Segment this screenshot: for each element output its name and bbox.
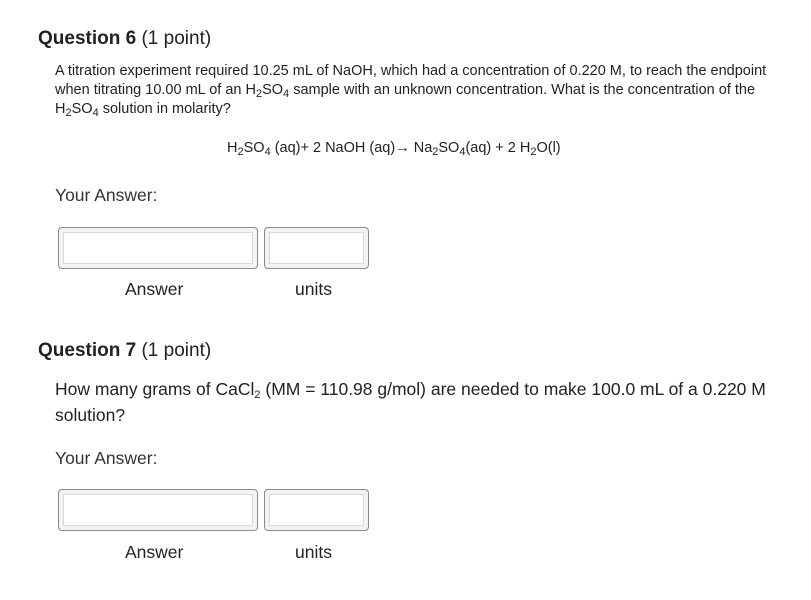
question-7-units-input[interactable] — [264, 489, 369, 531]
question-7-title — [38, 340, 211, 362]
question-6-answer-input[interactable] — [58, 227, 258, 269]
question-6-prompt: A titration experiment required 10.25 mL of NaOH, which had a concentration of 0.220 M, to reach the endpoint when titrating 10.00 mL of an $H_2SO_4$ sample with an unknown concentration. What is the concentration of the $H_2SO_4$ solution in molarity? — [55, 63, 767, 119]
question-7-answer-input[interactable] — [58, 489, 258, 531]
question-6-units-input[interactable] — [264, 227, 369, 269]
reaction-equation: $H_2SO_4$ (aq)+ 2 NaOH $(aq)\to Na_2SO_4(aq) + 2$ $H_2O(l)$ — [227, 140, 561, 158]
question-6-your-answer-label: Your Answer: — [55, 185, 158, 205]
question-7-number: Question 7 — [38, 340, 137, 361]
question-7-answer-caption: Answer — [125, 542, 184, 562]
question-6-title — [38, 28, 211, 50]
question-6-points: (1 point) — [141, 28, 212, 49]
question-6-number: Question 6 — [38, 28, 137, 49]
question-7-points: (1 point) — [141, 340, 212, 361]
question-6-units-caption: units — [295, 279, 332, 299]
question-7-units-caption: units — [295, 542, 332, 562]
question-7-your-answer-label: Your Answer: — [55, 448, 158, 468]
question-6-answer-caption: Answer — [125, 279, 184, 299]
question-7-prompt: How many grams of CaCl$_2$ (MM = 110.98 g/mol) are needed to make 100.0 mL of a 0.220 M solution? — [55, 379, 766, 425]
